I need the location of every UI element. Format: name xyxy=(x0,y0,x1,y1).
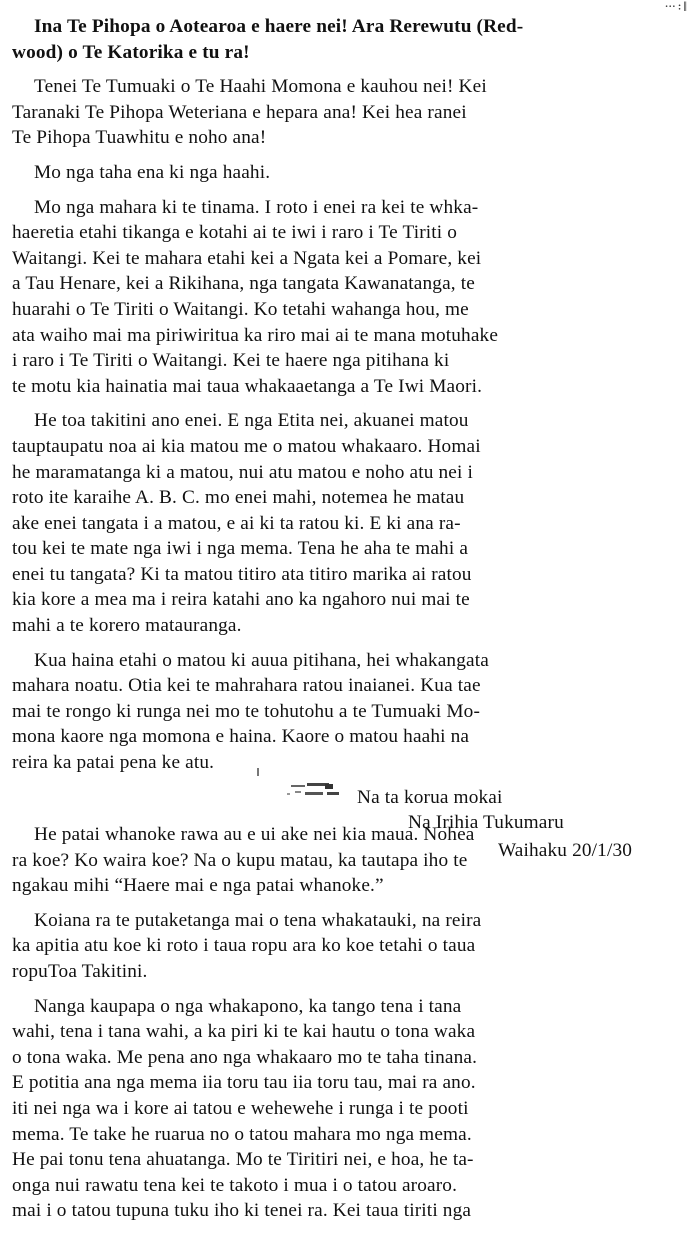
letter-two-paragraph-1: He patai whanoke rawa au e ui ake nei kia maua. Nohea ra koe? Ko waira koe? Na o kupu matau, ka tautapa iho te ngakau mihi “Haere mai e nga patai whanoke.” xyxy=(12,824,475,897)
letter-one-paragraph-4: Mo nga mahara ki te tinama. I roto i enei ra kei te whka- haeretia etahi tikanga e kotahi ai te iwi i raro i Te Tiriti o Waitangi. Kei te mahara etahi kei a Ngata kei a Pomare, kei a Tau Henare, kei a Rikihana, nga tangata Kawanatanga, te huarahi o Te Tiriti o Waitangi. Ko tetahi wahanga hou, me ata waiho mai ma piriwiritua ka riro mai ai te mana motuhake i raro i Te Tiriti o Waitangi. Kei te haere nga pitihana ki te motu kia hainatia mai taua whakaaetanga a Te Iwi Maori. xyxy=(12,196,499,397)
letter-two-paragraph-2: Koiana ra te putaketanga mai o tena whakatauki, na reira ka apitia atu koe ki roto i taua ropu ara ko koe tetahi o taua ropuToa Takitini. xyxy=(12,909,482,982)
letter-one-paragraph-5: He toa takitini ano enei. E nga Etita nei, akuanei matou tauptaupatu noa ai kia matou me o matou whakaaro. Homai he maramatanga ki a matou, nui atu matou e noho atu nei i roto ite karaihe A. B. C. mo enei mahi, notemea he matau ake enei tangata i a matou, e ai ki ta ratou ki. E ki ana ra- tou kei te mate nga iwi i nga mema. Tena he aha te mahi a enei tu tangata? Ki ta matou titiro ata titiro marika ai ratou kia kore a mea ma i reira katahi ano ka ngahoro nui mai te mahi a te korero matauranga. xyxy=(12,410,481,637)
letter-one-paragraph-1: Ina Te Pihopa o Aotearoa e haere nei! Ara Rerewutu (Red- wood) o Te Katorika e tu ra! xyxy=(12,16,524,63)
letter-two-paragraph-3: Nanga kaupapa o nga whakapono, ka tango tena i tana wahi, tena i tana wahi, a ka piri ki te kai hautu o tona waka o tona waka. Me pena ano nga whakaaro mo te taha tinana. E potitia ana nga mema iia toru tau iia toru tau, mai ra ano. iti nei nga wa i kore ai tatou e wehewehe i runga i te pooti mema. Te take he ruarua no o tatou mahara mo nga mema. He pai tonu tena ahuatanga. Mo te Tiritiri nei, e hoa, he ta- onga nui rawatu tena kei te takoto i mua i o tatou aroaro. mai i o tatou tupuna tuku iho ki tenei ra. Kei taua tiriti nga xyxy=(12,995,478,1222)
letter-one xyxy=(12,14,698,863)
ink-smudge-mark xyxy=(285,782,347,798)
letter-author: Na Irihia Tukumaru xyxy=(408,812,564,834)
letter-one-paragraph-6: Kua haina etahi o matou ki auua pitihana, hei whakangata mahara noatu. Otia kei te mahrahara ratou inaianei. Kua tae mai te rongo ki runga nei mo te tohutohu a te Tumuaki Mo- mona kaore nga momona e haina. Kaore o matou haahi na reira ka patai pena ke atu. xyxy=(12,649,489,774)
print-speck-mark: ··· ꞉ ǁ xyxy=(664,0,686,15)
letter-two xyxy=(12,822,698,1233)
print-tick-mark xyxy=(257,768,259,776)
letter-one-paragraph-3: Mo nga taha ena ki nga haahi. xyxy=(34,161,271,183)
letter-place-date: Waihaku 20/1/30 xyxy=(498,839,633,861)
letter-signoff: Na ta korua mokai xyxy=(357,786,503,808)
letter-one-paragraph-2: Tenei Te Tumuaki o Te Haahi Momona e kauhou nei! Kei Taranaki Te Pihopa Weteriana e hepara ana! Kei hea ranei Te Pihopa Tuawhitu e noho ana! xyxy=(12,76,487,149)
